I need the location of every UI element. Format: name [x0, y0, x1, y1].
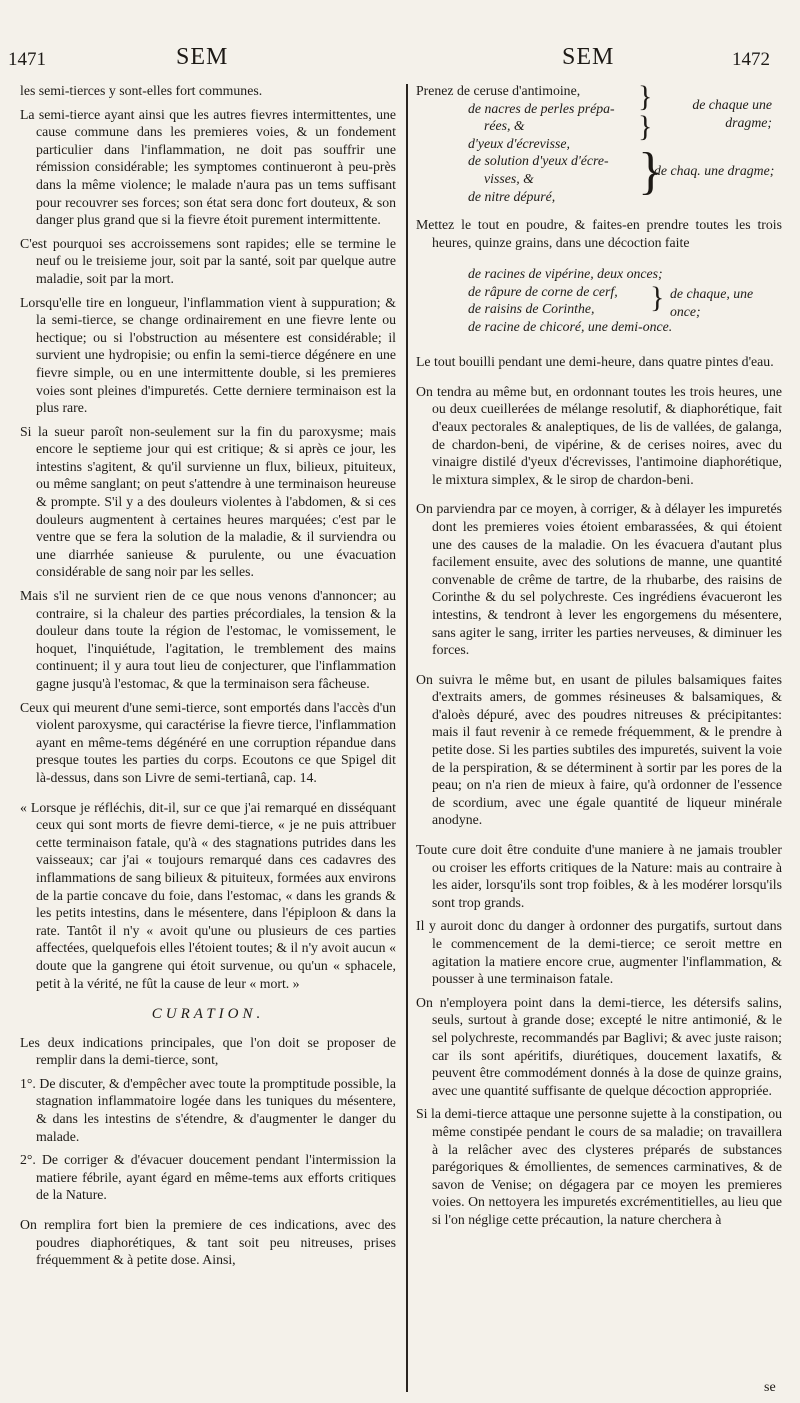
- recipe-line: de nitre dépuré,: [468, 188, 556, 204]
- paragraph: On remplira fort bien la premiere de ces indications, avec des poudres diaphorétiques, & tant soit peu nitreuses, prises fréquemment & à petite dose. Ainsi,: [20, 1217, 396, 1268]
- brace: }: [638, 143, 663, 200]
- paragraph: On tendra au même but, en ordonnant toutes les trois heures, une ou deux cueillerées de mélange resolutif, & diaphorétique, fait d'eaux pectorales & analeptiques, de lis de vallées, de galanga, de chardon-beni, de vipérine, & de cerises noires, avec du vinaigre distilé d'yeux d'écrevisses, l'antimoine diaphorétique, le mixtura simplex, & le sirop de chardon-beni.: [416, 383, 782, 487]
- recipe-line: de racine de chicoré, une demi-once.: [468, 318, 673, 334]
- paragraph: Les deux indications principales, que l'on doit se proposer de remplir dans la demi-tierce, sont,: [20, 1034, 396, 1068]
- recipe-dose: de chaque, une once;: [670, 286, 754, 319]
- recipe-line: de râpure de corne de cerf,: [468, 283, 618, 299]
- numbered-item: 2°. De corriger & d'évacuer doucement pendant l'intermission la matiere fébrile, ayant égard en même-tems aux efforts critiques de la Nature.: [20, 1152, 396, 1203]
- brace: }: [638, 80, 653, 113]
- left-column: [20, 82, 396, 1275]
- section-heading: CURATION.: [151, 1006, 265, 1023]
- paragraph: Mais s'il ne survient rien de ce que nous venons d'annoncer; au contraire, si la chaleur des parties précordiales, la tension & la douleur dans toute la région de l'estomac, le vomissement, le hoquet, l'inquiétude, l'agitation, le tremblement des mains continuent; il y aura tout lieu de conjecturer, que l'inflammation gagne jusqu'à l'estomac, & que la terminaison sera fâcheuse.: [20, 588, 396, 691]
- catchword: se: [764, 1380, 776, 1395]
- recipe-line: de nacres de perles prépa-: [468, 100, 615, 116]
- paragraph: Si la demi-tierce attaque une personne sujette à la constipation, ou même constipée pendant le cours de sa maladie; on travaillera à la relâcher avec des clysteres préparés de substances parégoriques & émollientes, de semences carminatives, & de savon de Venise; on dégagera par ce moyen les premieres voies. On nettoyera les impuretés excrémentitielles, au lieu que si l'on néglige cette précaution, la nature cherchera à: [416, 1106, 782, 1227]
- paragraph: Mettez le tout en poudre, & faites-en prendre toutes les trois heures, quinze grains, dans une décoction faite: [416, 217, 782, 250]
- paragraph: Toute cure doit être conduite d'une maniere à ne jamais troubler ou croiser les efforts critiques de la Nature: mais au contraire à les aider, lorsqu'ils sont trop foibles, & à les modérer lorsqu'ils sont trop grands.: [416, 842, 782, 910]
- recipe-dose: de chaq. une dragme;: [654, 163, 775, 178]
- paragraph: C'est pourquoi ses accroissemens sont rapides; elle se termine le neuf ou le treisieme jour, soit par la santé, soit par quelque autre maladie, soit par la mort.: [20, 235, 396, 286]
- recipe-line: rées, &: [484, 118, 525, 134]
- paragraph: Lorsqu'elle tire en longueur, l'inflammation vient à suppuration; & la semi-tierce, se change ordinairement en une fievre lente ou hectique; ou si l'obstruction au mésentere est considérable; il survient une hydropisie; ou enfin la semi-tierce dégénere en une fievre simple, ou en une intermittente double, si les premieres voies sont pleines d'impuretés. Cette derniere terminaison est la plus rare.: [20, 294, 396, 416]
- recipe-line: Prenez de ceruse d'antimoine,: [416, 83, 581, 98]
- paragraph: Si la sueur paroît non-seulement sur la fin du paroxysme; mais encore le septieme jour qui est critique; & si après ce jour, les intestins s'agitent, & qu'il survienne un flux, bilieux, pituiteux, ou même sanglant; on peut s'attendre à une terminaison heureuse & prompte. S'il y a des douleurs violentes à l'abdomen, & si ces douleurs augmentent à certaines heures marquées; c'est par le ventre que se fera la solution de la maladie, & il surviendra ou une diarrhée sanieuse & purulente, ou une évacuation considérable de sang noir par les selles.: [20, 423, 396, 580]
- paragraph: les semi-tierces y sont-elles fort communes.: [20, 83, 263, 98]
- recipe-line: visses, &: [484, 170, 534, 186]
- paragraph: Le tout bouilli pendant une demi-heure, dans quatre pintes d'eau.: [416, 354, 774, 370]
- recipe-dose: de chaque une dragme;: [692, 97, 772, 130]
- paragraph: La semi-tierce ayant ainsi que les autres fievres intermittentes, une cause commune dans les premieres voies, & un fondement particulier dans l'inflammation, ne doit pas souffrir une rémission considérable; les symptomes continueront à peu-près dans la même violence; le malade n'aura pas un tems suffisant pour recouvrer ses forces; son état sera donc fort douteux, & son danger plus grand que si la fievre étoit purement intermittente.: [20, 106, 396, 228]
- left-running-title: SEM: [176, 44, 229, 70]
- numbered-item: 1°. De discuter, & d'empêcher avec toute la promptitude possible, la stagnation inflammatoire logée dans les tuniques du mésentere, & dans les intestins de s'étendre, & d'augmenter le danger du malade.: [20, 1075, 396, 1144]
- brace: }: [638, 110, 653, 143]
- recipe-ingredients-2: [416, 265, 782, 341]
- right-page-number: 1472: [732, 49, 770, 70]
- right-column: [416, 82, 782, 1235]
- recipe-line: de raisins de Corinthe,: [468, 301, 595, 317]
- recipe-line: de racines de vipérine, deux onces;: [468, 266, 663, 282]
- paragraph: On n'employera point dans la demi-tierce, les détersifs salins, seuls, surtout à grande dose; excepté le nitre antimonié, & le sel polychreste, recommandés par Baglivi; & avec juste raison; car ils sont apéritifs, diurétiques, doucement laxatifs, & peuvent être commodément donnés à la dose de quinze grains, avec une quantité suffisante de quelque décoction appropriée.: [416, 994, 782, 1098]
- recipe-line: d'yeux d'écrevisse,: [468, 135, 570, 151]
- left-page-number: 1471: [8, 49, 46, 70]
- paragraph: Il y auroit donc du danger à ordonner des purgatifs, surtout dans le commencement de la demi-tierce; ce seroit mettre en agitation la matiere encore crue, augmenter l'inflammation, & pousser à une terminaison fatale.: [416, 918, 782, 987]
- recipe-line: de solution d'yeux d'écre-: [468, 153, 609, 169]
- spigel-quotation: « Lorsque je réfléchis, dit-il, sur ce que j'ai remarqué en disséquant ceux qui sont morts de fievre demi-tierce, « je ne puis attribuer cette terminaison fatale, qu'à « des stagnations putrides dans les vaisseaux; car j'ai « toujours remarqué dans ces cadavres des inflammations de sang bilieux & pituiteux, formées aux environs de la partie concave du foie, dans l'estomac, « dans les grands & les petits intestins, dans le mésentere, dans l'épiploon & dans la rate. Tantôt il n'y « avoit qu'une ou plusieurs de ces parties affectées, quelquefois elles l'étoient toutes; & il n'y avoit aucun « doute que la gangrene qui étoit survenue, ou qu'un « sphacele, petit à la vérité, ne fût la cause de leur « mort. »: [20, 799, 396, 991]
- recipe-ingredients-1: [416, 82, 782, 204]
- brace: }: [650, 281, 665, 315]
- paragraph: On parviendra par ce moyen, à corriger, & à délayer les impuretés dont les premieres voies étoient embarassées, & qui étoient une des causes de la maladie. On les évacuera d'autant plus facilement ensuite, avec des solutions de manne, une quantité convenable de crême de tartre, de la rhubarbe, des raisins de Corinthe & du sel polychreste. Ces ingrédiens évacueront les intestins, & tendront à lever les engorgemens du mésentere, sans agiter le sang, irriter les parties nerveuses, & diminuer les forces.: [416, 501, 782, 658]
- paragraph: Ceux qui meurent d'une semi-tierce, sont emportés dans l'accès d'un violent paroxysme, qui caractérise la fievre tierce, l'inflammation ayant en même-tems dégénéré en une corruption répandue dans presque toutes les parties du corps. Ecoutons ce que Spigel dit là-dessus, dans son Livre de semi-tertianâ, cap. 14.: [20, 699, 396, 785]
- column-divider: [406, 84, 408, 1392]
- right-running-title: SEM: [562, 44, 615, 70]
- paragraph: On suivra le même but, en usant de pilules balsamiques faites d'extraits amers, de gommes résineuses & balsamiques, & d'aloès dépuré, avec des poudres nitreuses & précipitantes: mais il faut revenir à ce remede fréquemment, & le prendre à petite dose. Si les parties subtiles des impuretés, suivent la voie de la perspiration, & se déterminent à sortir par les pores de la peau; on n'a rien de mieux à faire, qu'à ordonner de l'essence de scordium, avec une égale quantité de liqueur minérale anodyne.: [416, 671, 782, 828]
